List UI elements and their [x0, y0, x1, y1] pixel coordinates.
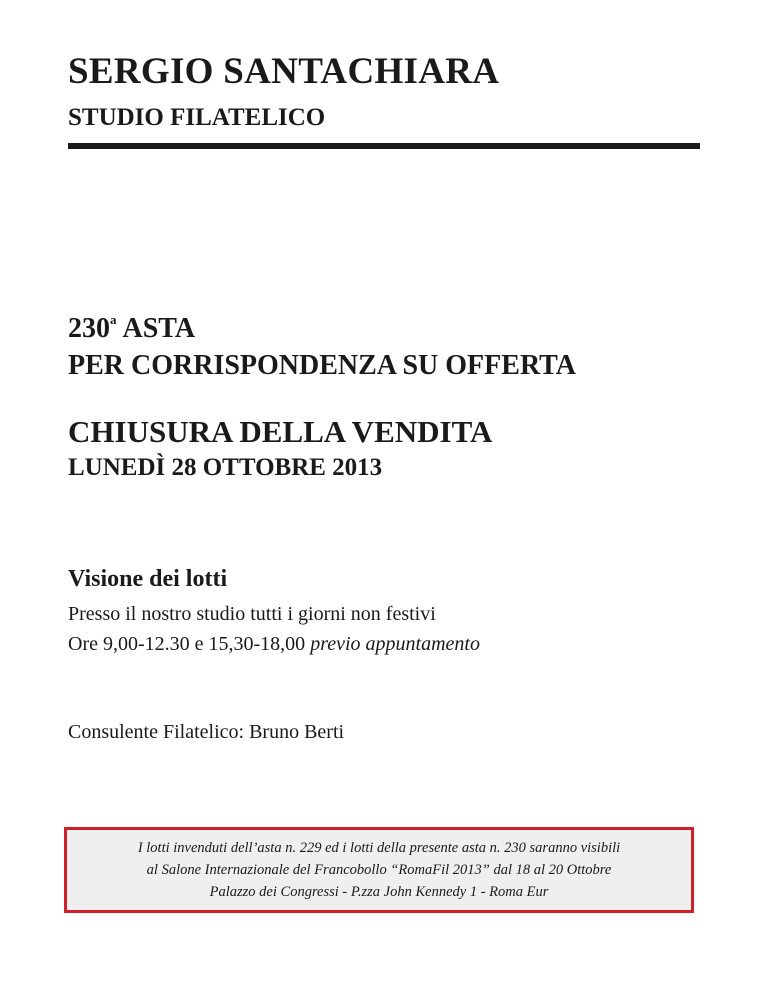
- viewing-note: previo appuntamento: [310, 633, 480, 655]
- company-name: SERGIO SANTACHIARA: [68, 51, 500, 92]
- notice-line: Palazzo dei Congressi - P.zza John Kennedy 1 - Roma Eur: [209, 884, 549, 900]
- header-divider: [68, 143, 700, 149]
- consultant: Consulente Filatelico: Bruno Berti: [68, 721, 345, 743]
- auction-number-heading: [68, 312, 195, 345]
- auction-type: PER CORRISPONDENZA SU OFFERTA: [68, 350, 576, 381]
- auction-title: ASTA: [122, 313, 196, 344]
- company-subtitle: STUDIO FILATELICO: [68, 104, 326, 131]
- auction-number: 230: [68, 313, 110, 344]
- viewing-title: Visione dei lotti: [68, 566, 228, 592]
- notice-box: [64, 827, 694, 913]
- closing-label: CHIUSURA DELLA VENDITA: [68, 414, 493, 449]
- auction-number-suffix: a: [110, 312, 117, 327]
- notice-line: al Salone Internazionale del Francobollo “RomaFil 2013” dal 18 al 20 Ottobre: [146, 862, 612, 878]
- notice-line: I lotti invenduti dell’asta n. 229 ed i lotti della presente asta n. 230 saranno visibili: [137, 840, 621, 856]
- viewing-hours-line: [68, 633, 480, 656]
- viewing-location: Presso il nostro studio tutti i giorni non festivi: [68, 603, 436, 625]
- closing-date: LUNEDÌ 28 OTTOBRE 2013: [68, 454, 383, 481]
- viewing-hours: Ore 9,00-12.30 e 15,30-18,00: [68, 633, 306, 655]
